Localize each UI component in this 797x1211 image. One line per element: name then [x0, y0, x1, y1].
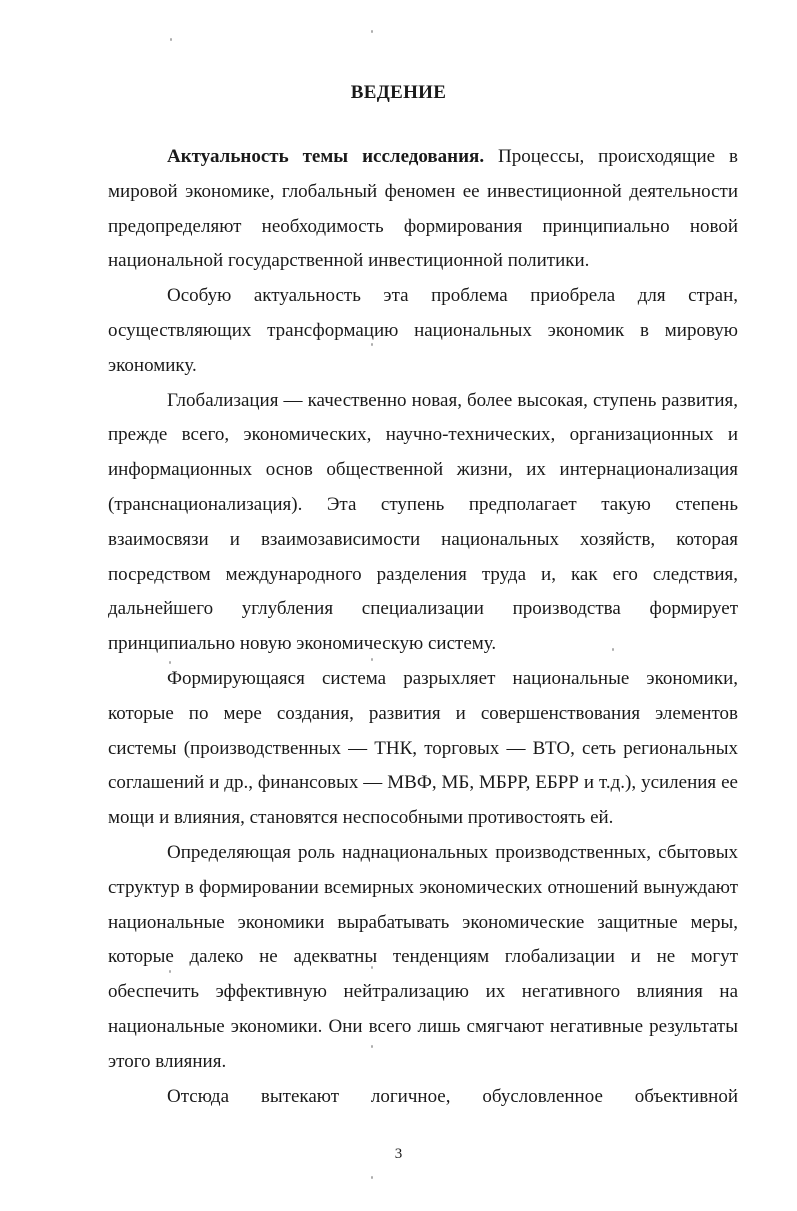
scan-speck	[371, 30, 373, 33]
page-title: ВЕДЕНИЕ	[350, 82, 447, 103]
paragraph-relevance	[108, 140, 738, 279]
paragraph: Отсюда вытекают логичное, обусловленное объективной	[167, 1085, 738, 1107]
paragraph: Определяющая роль наднациональных производственных, сбытовых структур в формировании всемирных экономических отношений вынуждают национальные экономики вырабатывать экономические защитные меры, которые далеко не адекватны тенденциям глобализации и не могут обеспечить эффективную нейтрализацию их негативного влияния на национальные экономики. Они всего лишь смягчают негативные результаты этого влияния.	[108, 841, 738, 1072]
paragraph-lead: Актуальность темы исследования.	[167, 146, 485, 167]
paragraph-text: Процессы, происходящие в мировой экономике, глобальный феномен ее инвестиционной деятельности предопределяют необходимость формирования принципиально новой национальной государственной инвестиционной политики.	[108, 146, 738, 272]
body-text	[108, 140, 738, 1114]
scan-speck	[371, 1176, 373, 1179]
scan-speck	[170, 38, 172, 41]
paragraph: Глобализация — качественно новая, более высокая, ступень развития, прежде всего, экономических, научно-технических, организационных и информационных основ общественной жизни, их интернационализация (транснационализация). Эта ступень предполагает такую степень взаимосвязи и взаимозависимости национальных хозяйств, которая посредством международного разделения труда и, как его следствия, дальнейшего углубления специализации производства формирует принципиально новую экономическую систему.	[108, 389, 738, 655]
page-number: 3	[394, 1146, 403, 1162]
paragraph: Формирующаяся система разрыхляет национальные экономики, которые по мере создания, развития и совершенствования элементов системы (производственных — ТНК, торговых — ВТО, сеть региональных соглашений и др., финансовых — МВФ, МБ, МБРР, ЕБРР и т.д.), усиления ее мощи и влияния, становятся неспособными противостоять ей.	[108, 667, 738, 829]
paragraph: Особую актуальность эта проблема приобрела для стран, осуществляющих трансформацию национальных экономик в мировую экономику.	[108, 285, 738, 376]
